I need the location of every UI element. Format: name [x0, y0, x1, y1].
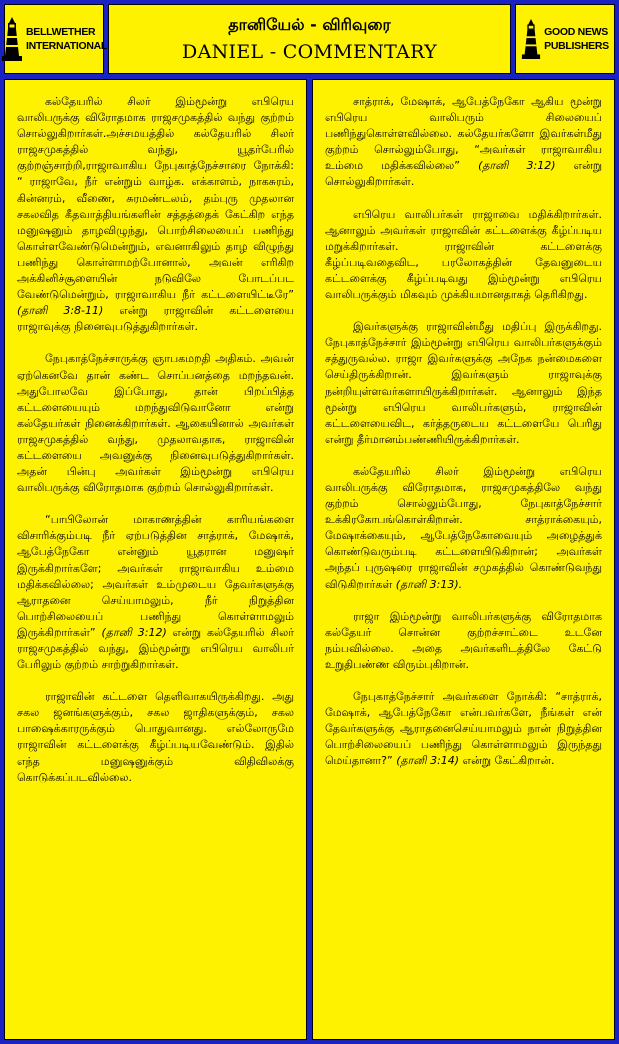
right-column	[312, 79, 615, 1040]
lighthouse-icon	[1, 16, 23, 62]
paragraph	[325, 689, 602, 769]
paragraph-tail: என்று கல்தேயரில் சிலர் ராஜசமுகத்தில் வந்து, இம்மூன்று எபிரெய வாலிபர் பேரிலும் குற்றம் சாற்றுகிறார்கள்.	[17, 625, 295, 672]
paragraph-text: ராஜா இம்மூன்று வாலிபர்களுக்கு விரோதமாக கல்தேயர் சொன்ன குற்றச்சாட்டை உடனே நம்பவில்லை. அதை அவர்களிடத்திலே கேட்டு உறுதிபண்ண விரும்புகிறான்.	[325, 609, 602, 671]
paragraph-text: கல்தேயரில் சிலர் இம்மூன்று எபிரெய வாலிபருக்கு விரோதமாக, ராஜசமுகத்திலே வந்து குற்றம் சொல்லும்போது, நேபுகாத்நேச்சார் உக்கிரகோபங்கொள்கிறான். சாத்ராக்கையும், மேஷாக்கையும், ஆபேத்நேகோவையும் அழைத்துக் கொண்டுவரும்படி கட்டளையிடுகிறான்; அவர்கள் அந்தப் புருஷரை ராஜாவின் சமுகத்தில் கொண்டுவந்து விடுகிறார்கள்	[325, 464, 602, 591]
paragraph	[325, 464, 602, 593]
paragraph	[325, 207, 602, 304]
paragraph	[325, 319, 602, 448]
paragraph	[325, 609, 602, 673]
paragraph-text: சாத்ராக், மேஷாக், ஆபேத்நேகோ ஆகிய மூன்று எபிரெய வாலிபரும் சிலையைப் பணிந்துகொள்ளவில்லை. கல்தேயர்களோ இவர்கள்மீது குற்றம் சொல்லும்போது, “அவர்கள் ராஜாவாகிய உம்மை மதிக்கவில்லை”	[325, 95, 602, 173]
paragraph-tail: என்று சொல்லுகிறார்கள்.	[325, 159, 603, 189]
paragraph-text: நேபுகாத்நேச்சாருக்கு ஞாபகமறதி அதிகம். அவன் ஏற்கெனவே தான் கண்ட சொப்பனத்தை மறந்தவன். அதுபோலவே இப்போது, தான் பிறப்பித்த கட்டளையையும் மறந்துவிடுவானோ என்று கல்தேயர்கள் நினைக்கிறார்கள். ஆகையினால் அவர்கள் ராஜசமுகத்தில் வந்து, முதலாவதாக, ராஜாவின் கட்டளையை அவனுக்கு நினைவுபடுத்துகிறார்கள். அதன் பின்பு அவர்கள் இம்மூன்று எபிரெய வாலிபருக்கு விரோதமாக குற்றம் சொல்லுகிறார்கள்.	[17, 352, 294, 495]
paragraph-text: “பாபிலோன் மாகாணத்தின் காரியங்களை விசாரிக்கும்படி நீர் ஏற்படுத்தின சாத்ராக், மேஷாக், ஆபேத்நேகோ என்னும் யூதரான மனுஷர் இருக்கிறார்களே; அவர்கள் ராஜாவாகிய உம்மை மதிக்கவில்லை; அவர்கள் உம்முடைய தேவர்களுக்கு ஆராதனை செய்யாமலும், நீர் நிறுத்தின பொற்சிலையைப் பணிந்து கொள்ளாமலும் இருக்கிறார்கள்”	[17, 513, 294, 639]
logo-right-line1: GOOD NEWS	[544, 26, 608, 38]
good-news-logo	[515, 4, 615, 74]
lighthouse-icon	[521, 16, 541, 62]
left-column	[4, 79, 307, 1040]
scripture-reference: (தானி 3:12)	[101, 625, 167, 639]
scripture-reference: (தானி 3:13).	[395, 577, 463, 591]
paragraph	[17, 689, 294, 786]
logo-right-line2: PUBLISHERS	[544, 40, 609, 52]
paragraph-tail: என்று கேட்கிறான்.	[462, 754, 555, 768]
bellwether-logo	[4, 4, 108, 74]
paragraph-text: ராஜாவின் கட்டளை தெளிவாகயிருக்கிறது. அது சகல ஜனங்களுக்கும், சகல ஜாதிகளுக்கும், சகல பாஷைக்காரருக்கும் பொதுவானது. எல்லோருமே ராஜாவின் கட்டளைக்கு கீழ்ப்படியவேண்டும். இதில் எந்த மனுஷனுக்கும் விதிவிலக்கு கொடுக்கப்படவில்லை.	[17, 690, 294, 784]
paragraph-text: இவர்களுக்கு ராஜாவின்மீது மதிப்பு இருக்கிறது. நேபுகாத்நேச்சார் இம்மூன்று எபிரெய வாலிபர்களுக்கும் சத்துருவல்ல. ராஜா இவர்களுக்கு அநேக நன்மைகளை செய்திருக்கிறான். இவர்களும் ராஜாவுக்கு நன்றியுள்ளவர்களாயிருக்கிறார்கள். ஆனாலும் இந்த மூன்று எபிரெய வாலிபர்களும், ராஜாவின் கட்டளையைவிட, கர்த்தருடைய கட்டளையே பெரிது என்று தீர்மானம்பண்ணியிருக்கிறார்கள்.	[325, 320, 602, 446]
paragraph	[17, 94, 294, 335]
paragraph-text: நேபுகாத்நேச்சார் அவர்களை நோக்கி: “சாத்ராக், மேஷாக், ஆபேத்நேகோ என்பவர்களே, நீங்கள் என் தேவர்களுக்கு ஆராதனைசெய்யாமலும் நான் நிறுத்தின பொற்சிலையைப் பணிந்து கொள்ளாமலும் இருந்தது மெய்தானா?”	[325, 690, 602, 768]
paragraph	[17, 351, 294, 496]
paragraph	[17, 512, 294, 673]
title-tamil: தானியேல் - விரிவுரை	[228, 15, 391, 34]
scripture-reference: (தானி 3:14)	[396, 754, 460, 768]
scripture-reference: (தானி 3:12)	[478, 159, 556, 173]
paragraph-text: எபிரெய வாலிபர்கள் ராஜாவை மதிக்கிறார்கள். ஆனாலும் அவர்கள் ராஜாவின் கட்டளைக்கு கீழ்ப்படிய மறுக்கிறார்கள். ராஜாவின் கட்டளைக்கு கீழ்ப்படிவதைவிட, பரலோகத்தின் தேவனுடைய கட்டளைக்கு கீழ்ப்படிவது இம்மூன்று எபிரெய வாலிபருக்கும் மிகவும் முக்கியமானதாகத் தெரிகிறது.	[325, 207, 602, 302]
paragraph-tail: என்று ராஜாவின் கட்டளையை ராஜாவுக்கு நினைவுபடுத்துகிறார்கள்.	[17, 304, 294, 334]
logo-left-line2: INTERNATIONAL	[25, 40, 108, 52]
logo-left-line1: BELLWETHER	[25, 26, 96, 38]
title-english: DANIEL - COMMENTARY	[182, 41, 437, 63]
scripture-reference: (தானி 3:8-11)	[17, 304, 104, 318]
title-box	[108, 4, 511, 74]
paragraph	[325, 94, 602, 191]
paragraph-text: கல்தேயரில் சிலர் இம்மூன்று எபிரெய வாலிபருக்கு விரோதமாக ராஜசமுகத்தில் வந்து குற்றம் சொல்லுகிறார்கள்.அச்சமயத்தில் கல்தேயரில் சிலர் ராஜசமுகத்தில் வந்து, யூதர்பேரில் குற்றஞ்சாற்றி,ராஜாவாகிய நேபுகாத்நேச்சாரை நோக்கி: “ ராஜாவே, நீர் என்றும் வாழ்க. எக்காளம், நாகசுரம், கின்னரம், வீணை, சுரமண்டலம், தம்புரு முதலான சகலவித கீதவாத்தியங்களின் சத்தத்தைக் கேட்கிற எந்த மனுஷனும் தாழவிழுந்து, பொற்சிலையைப் பணிந்து கொள்ளவேண்டுமென்றும், எவனாகிலும் தாழ விழுந்து பணிந்து கொள்ளாமற்போனால், அவன் எரிகிற அக்கினிச்சூளையின் நடுவிலே போடப்பட வேண்டுமென்றும், ராஜாவாகிய நீர் கட்டளையிட்டீரே”	[17, 95, 294, 302]
